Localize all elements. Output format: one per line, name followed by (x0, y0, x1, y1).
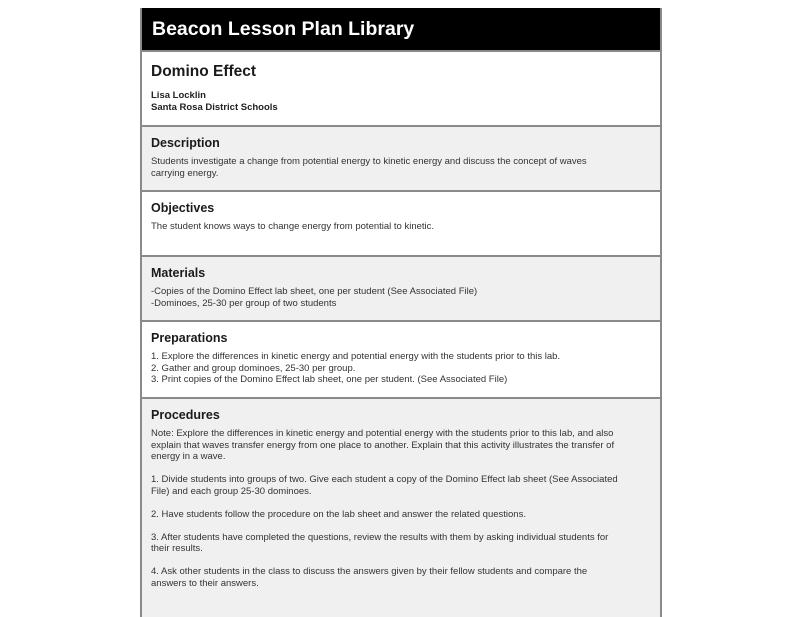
procedures-step-line: 3. After students have completed the questions, review the results with them by asking individual students for (151, 531, 609, 543)
preparations-section (142, 320, 660, 397)
preparations-line: 2. Gather and group dominoes, 25-30 per group. (151, 362, 356, 374)
site-title: Beacon Lesson Plan Library (152, 18, 415, 40)
procedures-text (151, 428, 650, 589)
materials-section (142, 255, 660, 320)
preparations-heading: Preparations (151, 331, 228, 345)
preparations-text (151, 351, 650, 386)
description-line: Students investigate a change from potential energy to kinetic energy and discuss the concept of waves (151, 156, 587, 167)
lesson-plan-frame (140, 8, 662, 617)
materials-line: -Copies of the Domino Effect lab sheet, one per student (See Associated File) (151, 286, 478, 297)
procedures-step-line: answers to their answers. (151, 577, 259, 589)
lesson-title: Domino Effect (151, 63, 257, 80)
lesson-district: Santa Rosa District Schools (151, 102, 278, 113)
lesson-title-section (142, 50, 660, 125)
objectives-section (142, 190, 660, 255)
procedures-heading: Procedures (151, 408, 220, 422)
procedures-note-line: energy in a wave. (151, 451, 226, 462)
description-line: carrying energy. (151, 167, 219, 179)
procedures-step-line: 2. Have students follow the procedure on the lab sheet and answer the related questions. (151, 508, 526, 520)
procedures-note-line: Note: Explore the differences in kinetic energy and potential energy with the students prior to this lab, and also (151, 428, 614, 439)
description-heading: Description (151, 136, 220, 150)
procedures-step-line: 4. Ask other students in the class to discuss the answers given by their fellow students and compare the (151, 566, 588, 577)
description-text (151, 156, 650, 179)
objectives-heading: Objectives (151, 201, 215, 215)
objectives-text (151, 221, 650, 233)
procedures-step-line: their results. (151, 543, 203, 554)
procedures-step-line: File) and each group 25-30 dominoes. (151, 485, 312, 497)
preparations-line: 1. Explore the differences in kinetic energy and potential energy with the students prior to this lab. (151, 351, 561, 362)
procedures-section (142, 397, 660, 617)
objectives-line: The student knows ways to change energy from potential to kinetic. (151, 221, 435, 232)
materials-line: -Dominoes, 25-30 per group of two students (151, 297, 337, 309)
materials-text (151, 286, 650, 309)
description-section (142, 125, 660, 190)
preparations-line: 3. Print copies of the Domino Effect lab sheet, one per student. (See Associated File) (151, 374, 508, 385)
lesson-author: Lisa Locklin (151, 90, 206, 101)
procedures-note-line: explain that waves transfer energy from one place to another. Explain that this activity illustrates the transfer of (151, 439, 615, 451)
materials-heading: Materials (151, 266, 206, 280)
site-header (142, 8, 660, 50)
procedures-step-line: 1. Divide students into groups of two. Give each student a copy of the Domino Effect lab sheet (See Associated (151, 474, 618, 485)
